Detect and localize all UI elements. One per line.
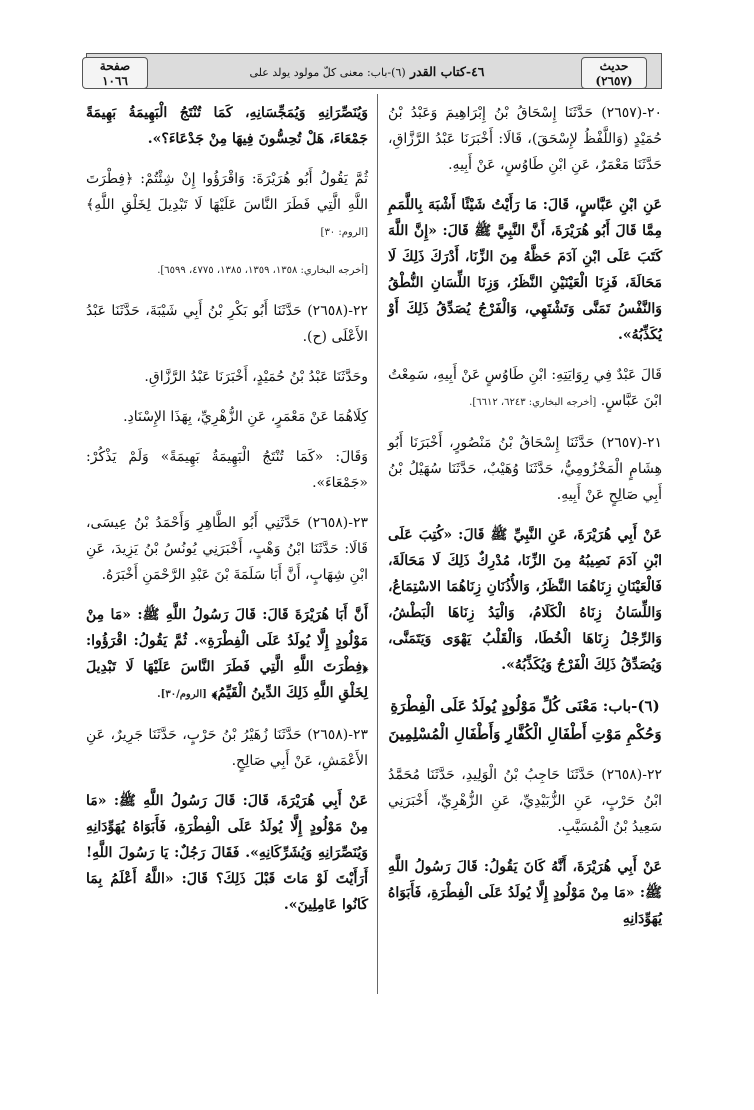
surah-reference: [الروم/٣٠].	[157, 689, 207, 700]
hadith-text: عَنْ أَبِي هُرَيْرَةَ، أَنَّهُ كَانَ يَقُولُ: قَالَ رَسُولُ اللَّهِ ﷺ: «مَا مِنْ مَوْلُودٍ إِلَّا يُولَدُ عَلَى الْفِطْرَةِ، فَأَبَوَاهُ يُهَوِّدَانِهِ	[388, 859, 662, 927]
page-number-label: صفحة	[99, 59, 131, 73]
hadith-text: عَنْ أَبِي هُرَيْرَةَ، قَالَ: قَالَ رَسُولُ اللَّهِ ﷺ: «مَا مِنْ مَوْلُودٍ إِلَّا يُولَدُ عَلَى الْفِطْرَةِ، فَأَبَوَاهُ يُهَوِّدَانِهِ وَيُنَصِّرَانِهِ وَيُشَرِّكَانِهِ». فَقَالَ رَجُلٌ: يَا رَسُولَ اللَّهِ! أَرَأَيْتَ لَوْ مَاتَ قَبْلَ ذَلِكَ؟ قَالَ: «اللَّهُ أَعْلَمُ بِمَا كَانُوا عَامِلِينَ».	[86, 793, 368, 913]
left-column	[86, 100, 368, 932]
chapter-heading: (٦)-باب: مَعْنَى كُلِّ مَوْلُودٍ يُولَدُ عَلَى الْفِطْرَةِ وَحُكْمِ مَوْتِ أَطْفَالِ الْكُفَّارِ وَأَطْفَالِ الْمُسْلِمِينَ	[388, 697, 662, 743]
page-number-box	[82, 57, 148, 89]
isnad-paragraph: ٢٠-(٢٦٥٧) حَدَّثَنَا إِسْحَاقُ بْنُ إِبْرَاهِيمَ وَعَبْدُ بْنُ حُمَيْدٍ (وَاللَّفْظُ لإِسْحَقَ)، قَالَا: أَخْبَرَنَا عَبْدُ الرَّزَّاقِ، حَدَّثَنَا مَعْمَرٌ، عَنِ ابْنِ طَاوُسٍ، عَنْ أَبِيهِ.	[388, 105, 662, 173]
quran-citation-text: ثُمَّ يَقُولُ أَبُو هُرَيْرَةَ: وَاقْرَؤُوا إِنْ شِئْتُمْ: ﴿فِطْرَتَ اللَّهِ الَّتِي فَطَرَ النَّاسَ عَلَيْهَا لَا تَبْدِيلَ لِخَلْقِ اللَّهِ﴾	[86, 171, 368, 213]
narration-note	[388, 362, 662, 416]
hadith-number-box	[581, 57, 647, 89]
running-title	[160, 64, 574, 79]
hadith-body: أَنَّ أَبَا هُرَيْرَةَ قَالَ: قَالَ رَسُولُ اللَّهِ ﷺ: «مَا مِنْ مَوْلُودٍ إِلَّا يُولَدُ عَلَى الْفِطْرَةِ». ثُمَّ يَقُولُ: اقْرَؤُوا: ﴿فِطْرَتَ اللَّهِ الَّتِي فَطَرَ النَّاسَ عَلَيْهَا لَا تَبْدِيلَ لِخَلْقِ اللَّهِ ذَلِكَ الدِّينُ الْقَيِّمُ﴾	[86, 607, 368, 701]
surah-reference: [الروم: ٣٠]	[320, 227, 368, 238]
isnad-paragraph: ٢٣-(٢٦٥٨) حَدَّثَنَا زُهَيْرُ بْنُ حَرْبٍ، حَدَّثَنَا جَرِيرٌ، عَنِ الأَعْمَشِ، عَنْ أَبِي صَالِحٍ.	[86, 727, 368, 769]
isnad-paragraph: كِلَاهُمَا عَنْ مَعْمَرٍ، عَنِ الزُّهْرِيِّ، بِهَذَا الإِسْنَادِ.	[123, 409, 368, 425]
isnad-paragraph: وحَدَّثَنَا عَبْدُ بْنُ حُمَيْدٍ، أَخْبَرَنَا عَبْدُ الرَّزَّاقِ.	[144, 369, 368, 385]
hadith-text	[86, 602, 368, 708]
isnad-paragraph: ٢٣-(٢٦٥٨) حَدَّثَنِي أَبُو الطَّاهِرِ وَأَحْمَدُ بْنُ عِيسَى، قَالَا: حَدَّثَنَا ابْنُ وَهْبٍ، أَخْبَرَنِي يُونُسُ بْنُ يَزِيدَ، عَنِ ابْنِ شِهَابٍ، أَنَّ أَبَا سَلَمَةَ بْنَ عَبْدِ الرَّحْمَنِ أَخْبَرَهُ.	[86, 515, 368, 583]
isnad-paragraph: ٢١-(٢٦٥٧) حَدَّثَنَا إِسْحَاقُ بْنُ مَنْصُورٍ، أَخْبَرَنَا أَبُو هِشَامٍ الْمَخْزُومِيُّ، حَدَّثَنَا وُهَيْبٌ، حَدَّثَنَا سُهَيْلُ بْنُ أَبِي صَالِحٍ عَنْ أَبِيهِ.	[388, 435, 662, 503]
hadith-text: عَنِ ابْنِ عَبَّاسٍ، قَالَ: مَا رَأَيْتُ شَيْئًا أَشْبَهَ بِاللَّمَمِ مِمَّا قَالَ أَبُو هُرَيْرَةَ، أَنَّ النَّبِيَّ ﷺ قَالَ: «إِنَّ اللَّهَ كَتَبَ عَلَى ابْنِ آدَمَ حَظَّهُ مِنَ الزِّنَا، أَدْرَكَ ذَلِكَ لَا مَحَالَةَ، فَزِنَا الْعَيْنَيْنِ النَّظَرُ، وَزِنَا اللِّسَانِ النُّطْقُ وَالنَّفْسُ تَمَنَّى وَتَشْتَهِي، وَالْفَرْجُ يُصَدِّقُ ذَلِكَ أَوْ يُكَذِّبُهُ».	[388, 197, 662, 343]
variant-note: وَقَالَ: «كَمَا تُنْتَجُ الْبَهِيمَةُ بَهِيمَةً» وَلَمْ يَذْكُرْ: «جَمْعَاءَ».	[86, 449, 368, 491]
bukhari-reference: [أخرجه البخاري: ١٣٥٨، ١٣٥٩، ١٣٨٥، ٤٧٧٥، ٦٥٩٩].	[157, 265, 368, 276]
bukhari-reference-line	[86, 256, 368, 284]
page-number-value: ١٠٦٦	[102, 74, 128, 88]
isnad-paragraph: ٢٢-(٢٦٥٨) حَدَّثَنَا حَاجِبُ بْنُ الْوَلِيدِ، حَدَّثَنَا مُحَمَّدُ ابْنُ حَرْبٍ، عَنِ الزُّبَيْدِيِّ، عَنِ الزُّهْرِيِّ، أَخْبَرَنِي سَعِيدُ بْنُ الْمُسَيَّبِ.	[388, 767, 662, 835]
hadith-text: عَنْ أَبِي هُرَيْرَةَ، عَنِ النَّبِيِّ ﷺ قَالَ: «كُتِبَ عَلَى ابْنِ آدَمَ نَصِيبُهُ مِنَ الزِّنَا، مُدْرِكٌ ذَلِكَ لَا مَحَالَةَ، فَالْعَيْنَانِ زِنَاهُمَا النَّظَرُ، وَالأُذُنَانِ زِنَاهُمَا الاسْتِمَاعُ، وَاللِّسَانُ زِنَاهُ الْكَلَامُ، وَالْيَدُ زِنَاهَا الْبَطْشُ، وَالرِّجْلُ زِنَاهَا الْخُطَا، وَالْقَلْبُ يَهْوَى وَيَتَمَنَّى، وَيُصَدِّقُ ذَلِكَ الْفَرْجُ وَيُكَذِّبُهُ».	[388, 527, 662, 673]
right-column	[388, 100, 662, 946]
hadith-number-value: (٢٦٥٧)	[595, 74, 633, 88]
isnad-paragraph: ٢٢-(٢٦٥٨) حَدَّثَنَا أَبُو بَكْرِ بْنُ أَبِي شَيْبَةَ، حَدَّثَنَا عَبْدُ الأَعْلَى (ح).	[86, 303, 368, 345]
hadith-number-label: حديث	[599, 59, 629, 73]
bukhari-reference: [أخرجه البخاري: ٦٢٤٣، ٦٦١٢].	[469, 397, 597, 408]
narration-note-text: قَالَ عَبْدٌ فِي رِوَايَتِهِ: ابْنِ طَاوُسٍ عَنْ أَبِيهِ، سَمِعْتُ ابْنَ عَبَّاسٍ.	[388, 367, 662, 409]
quran-citation	[86, 166, 368, 246]
column-divider	[377, 94, 378, 994]
chapter-subtitle: (٦)-باب: معنى كلّ مولود يولد على	[249, 66, 406, 79]
hadith-text: وَيُنَصِّرَانِهِ وَيُمَجِّسَانِهِ، كَمَا تُنْتَجُ الْبَهِيمَةُ بَهِيمَةً جَمْعَاءَ، هَلْ تُحِسُّونَ فِيهَا مِنْ جَدْعَاءَ؟».	[86, 105, 368, 147]
book-title: ٤٦-كتاب القدر	[410, 64, 485, 79]
